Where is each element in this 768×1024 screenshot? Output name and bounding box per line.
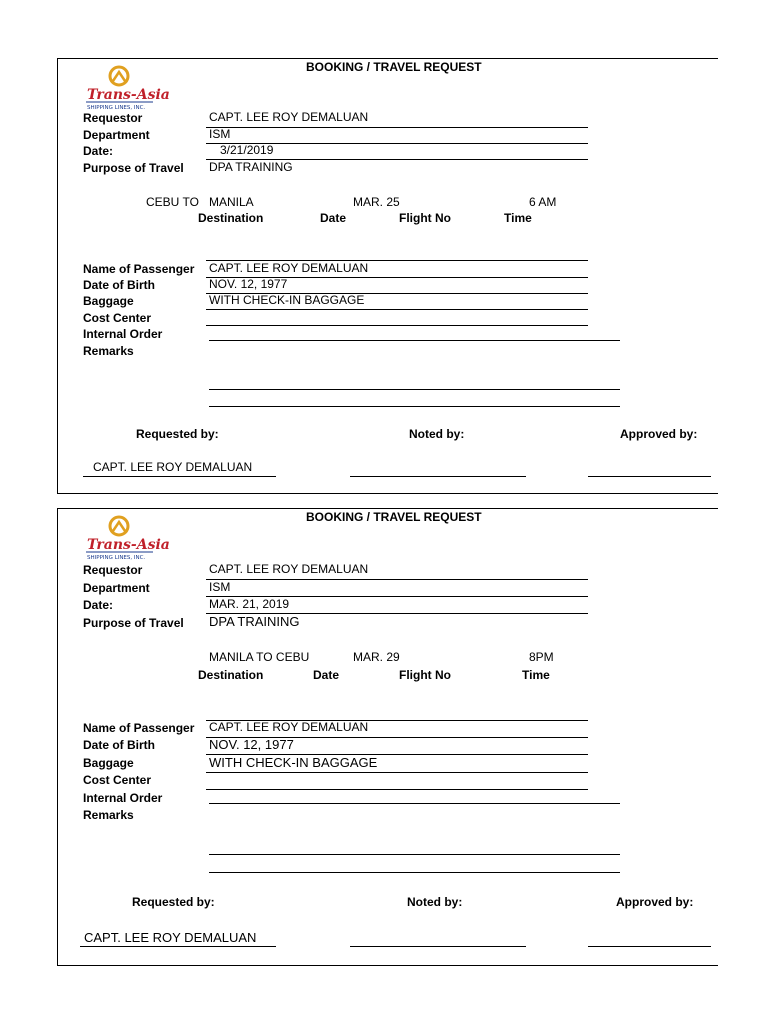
remarks-line-2 bbox=[209, 872, 620, 873]
logo-tagline: SHIPPING LINES, INC. bbox=[87, 105, 146, 111]
noted-by-line bbox=[350, 476, 526, 477]
requestor-value: CAPT. LEE ROY DEMALUAN bbox=[209, 562, 369, 576]
approved-by-label: Approved by: bbox=[620, 427, 698, 441]
baggage-line bbox=[206, 309, 588, 310]
baggage-value: WITH CHECK-IN BAGGAGE bbox=[209, 755, 378, 770]
requested-by-label: Requested by: bbox=[132, 895, 215, 909]
internal-order-label: Internal Order bbox=[83, 791, 163, 805]
purpose-label: Purpose of Travel bbox=[83, 616, 184, 630]
form-title: BOOKING / TRAVEL REQUEST bbox=[306, 510, 482, 524]
approved-by-line bbox=[588, 476, 711, 477]
cost-center-label: Cost Center bbox=[83, 773, 152, 787]
department-value: ISM bbox=[209, 580, 231, 594]
passenger-label: Name of Passenger bbox=[83, 262, 195, 276]
requested-by-value: CAPT. LEE ROY DEMALUAN bbox=[84, 930, 257, 945]
internal-order-label: Internal Order bbox=[83, 327, 163, 341]
time-header: Time bbox=[504, 211, 532, 225]
dob-label: Date of Birth bbox=[83, 738, 155, 752]
cost-center-line bbox=[206, 789, 588, 790]
dob-value: NOV. 12, 1977 bbox=[209, 277, 288, 291]
requestor-value: CAPT. LEE ROY DEMALUAN bbox=[209, 110, 369, 124]
logo-brand: Trans-Asia bbox=[87, 537, 170, 553]
time-value: 8PM bbox=[529, 650, 554, 664]
destination-value: MANILA bbox=[209, 195, 254, 209]
requested-by-line bbox=[83, 476, 276, 477]
flight-no-header: Flight No bbox=[399, 668, 451, 682]
logo-brand: Trans-Asia bbox=[87, 87, 170, 103]
purpose-label: Purpose of Travel bbox=[83, 161, 184, 175]
requestor-label: Requestor bbox=[83, 563, 143, 577]
internal-order-line bbox=[209, 803, 620, 804]
trans-asia-logo bbox=[83, 65, 170, 115]
time-header: Time bbox=[522, 668, 550, 682]
noted-by-label: Noted by: bbox=[409, 427, 465, 441]
remarks-label: Remarks bbox=[83, 808, 134, 822]
date-label: Date: bbox=[83, 598, 114, 612]
remarks-line-2 bbox=[209, 406, 620, 407]
dob-value: NOV. 12, 1977 bbox=[209, 737, 294, 752]
date-value: MAR. 21, 2019 bbox=[209, 597, 290, 611]
department-value: ISM bbox=[209, 127, 231, 141]
origin-value: CEBU TO bbox=[146, 195, 199, 209]
travel-date-value: MAR. 25 bbox=[353, 195, 400, 209]
date-label: Date: bbox=[83, 144, 114, 158]
remarks-line-1 bbox=[209, 389, 620, 390]
baggage-label: Baggage bbox=[83, 756, 134, 770]
date-value: 3/21/2019 bbox=[220, 143, 274, 157]
requested-by-line bbox=[80, 946, 276, 947]
dob-label: Date of Birth bbox=[83, 278, 155, 292]
approved-by-label: Approved by: bbox=[616, 895, 694, 909]
requested-by-value: CAPT. LEE ROY DEMALUAN bbox=[93, 460, 253, 474]
travel-date-value: MAR. 29 bbox=[353, 650, 400, 664]
booking-form-1 bbox=[57, 58, 718, 494]
requestor-label: Requestor bbox=[83, 111, 143, 125]
booking-form-2 bbox=[57, 508, 718, 966]
baggage-value: WITH CHECK-IN BAGGAGE bbox=[209, 293, 365, 307]
internal-order-line bbox=[209, 340, 620, 341]
purpose-value: DPA TRAINING bbox=[209, 614, 300, 629]
approved-by-line bbox=[588, 946, 711, 947]
requested-by-label: Requested by: bbox=[136, 427, 219, 441]
destination-header: Destination bbox=[198, 211, 264, 225]
department-label: Department bbox=[83, 128, 150, 142]
flight-no-header: Flight No bbox=[399, 211, 451, 225]
remarks-line-1 bbox=[209, 854, 620, 855]
cost-center-label: Cost Center bbox=[83, 311, 152, 325]
noted-by-line bbox=[350, 946, 526, 947]
date-header: Date bbox=[313, 668, 340, 682]
passenger-value: CAPT. LEE ROY DEMALUAN bbox=[209, 720, 369, 734]
requestor-line bbox=[206, 127, 588, 128]
requestor-line bbox=[206, 579, 588, 580]
cost-center-line bbox=[206, 325, 588, 326]
destination-header: Destination bbox=[198, 668, 264, 682]
trans-asia-logo bbox=[83, 515, 170, 565]
purpose-value: DPA TRAINING bbox=[209, 160, 293, 174]
route-value: MANILA TO CEBU bbox=[209, 650, 310, 664]
passenger-value: CAPT. LEE ROY DEMALUAN bbox=[209, 261, 369, 275]
logo-tagline: SHIPPING LINES, INC. bbox=[87, 555, 146, 561]
time-value: 6 AM bbox=[529, 195, 557, 209]
passenger-label: Name of Passenger bbox=[83, 721, 195, 735]
remarks-label: Remarks bbox=[83, 344, 134, 358]
baggage-label: Baggage bbox=[83, 294, 134, 308]
baggage-line bbox=[206, 772, 588, 773]
department-label: Department bbox=[83, 581, 150, 595]
form-title: BOOKING / TRAVEL REQUEST bbox=[306, 60, 482, 74]
noted-by-label: Noted by: bbox=[407, 895, 463, 909]
date-header: Date bbox=[320, 211, 347, 225]
